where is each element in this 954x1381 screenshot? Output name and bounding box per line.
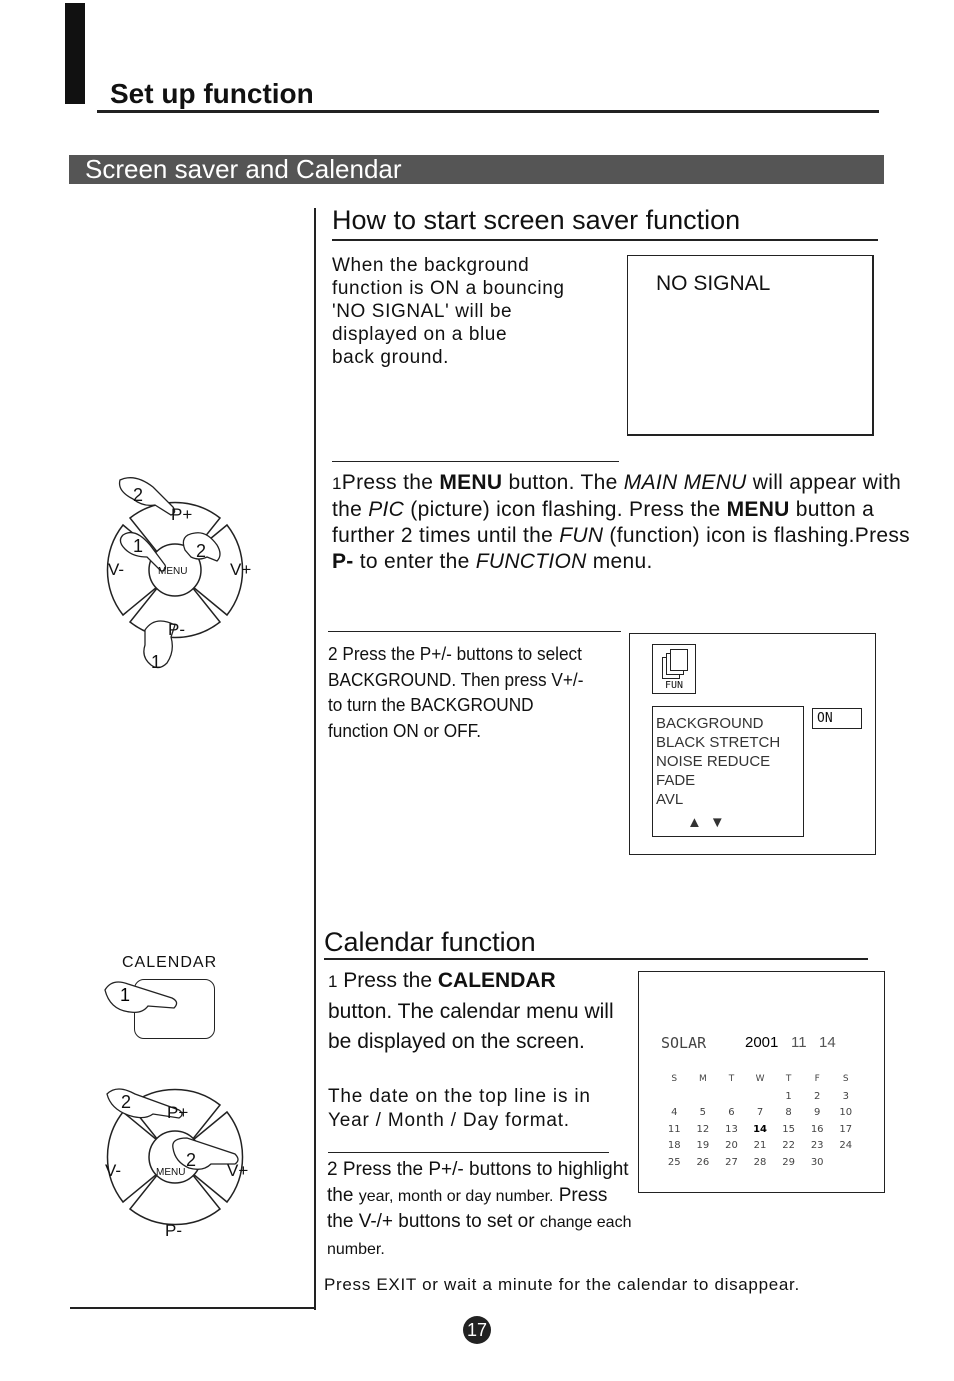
function-menu-list: [652, 706, 804, 837]
p-minus-label: P-: [168, 620, 185, 639]
v-plus-label: V+: [230, 560, 252, 579]
text: button. The: [502, 471, 624, 494]
main-menu-keyword: MAIN MENU: [623, 471, 747, 494]
function-keyword: FUNCTION: [475, 550, 587, 573]
calendar-footer-note: Press EXIT or wait a minute for the calendar to disappear.: [324, 1275, 800, 1294]
text: change each number.: [327, 1214, 632, 1258]
calendar-week-row: [660, 1140, 860, 1157]
no-signal-text: NO SIGNAL: [656, 272, 771, 295]
weekday-header: S: [671, 1074, 678, 1084]
menu-label: MENU: [156, 1167, 186, 1178]
desc-line: back ground.: [332, 347, 450, 368]
callout-number: 1: [151, 652, 162, 672]
calendar-date: 1: [785, 1090, 792, 1102]
calendar-date: 25: [667, 1156, 681, 1168]
step2-rule: [328, 631, 621, 632]
step-number: 1: [332, 474, 342, 493]
calendar-date: [689, 1091, 718, 1108]
step-number: 1: [328, 972, 338, 991]
pages-icon-back2: [670, 649, 688, 671]
screensaver-heading: How to start screen saver function: [332, 205, 741, 235]
calendar-date: [746, 1091, 775, 1108]
desc-line: 'NO SIGNAL' will be: [332, 301, 513, 322]
up-arrow-icon[interactable]: ▲: [687, 814, 710, 831]
text: Press the V-/+ buttons to set or: [327, 1184, 608, 1232]
callout-number: 1: [133, 536, 144, 556]
calendar-date-today: 14: [753, 1123, 767, 1135]
column-divider: [314, 208, 316, 1310]
page-number: 17: [463, 1316, 491, 1344]
no-signal-screen: [627, 255, 874, 436]
menu-item-black-stretch[interactable]: BLACK STRETCH: [656, 734, 781, 751]
calendar-date: 21: [753, 1140, 767, 1151]
calendar-date: [660, 1091, 689, 1108]
calendar-date: 6: [728, 1107, 735, 1118]
bottom-left-rule: [70, 1307, 316, 1309]
p-minus-keyword: P-: [332, 550, 354, 573]
weekday-header: F: [814, 1074, 820, 1084]
calendar-year[interactable]: 2001: [745, 1034, 779, 1051]
background-value-field[interactable]: ON: [812, 708, 862, 729]
calendar-week-row: [660, 1124, 860, 1141]
header-marker-bar: [65, 3, 85, 104]
desc-line: When the background: [332, 255, 530, 276]
calendar-date: 12: [696, 1123, 710, 1135]
weekday-header: S: [842, 1074, 849, 1084]
fun-icon: [652, 644, 696, 694]
calendar-date: 29: [782, 1156, 795, 1168]
remote-control-diagram-1: [95, 465, 265, 700]
screensaver-heading-rule: [332, 239, 878, 241]
text: Press the: [341, 471, 440, 494]
calendar-date: 30: [810, 1156, 824, 1168]
text: button a further 2 times until the: [332, 498, 875, 547]
fun-keyword: FUN: [559, 524, 604, 547]
step1-rule: [332, 461, 619, 462]
calendar-date: [717, 1091, 746, 1108]
calendar-date: 24: [839, 1140, 853, 1151]
screensaver-step2: 2 Press the P+/- buttons to select BACKGROUND. Then press V+/- to turn the BACKGROUND function ON or OFF.: [328, 643, 584, 741]
calendar-date: 3: [842, 1090, 849, 1102]
calendar-date: 15: [782, 1123, 795, 1135]
callout-number: 2: [186, 1150, 197, 1170]
pointing-hand-icon: [105, 982, 177, 1012]
title-underline: [97, 110, 879, 113]
weekday-header: W: [755, 1074, 765, 1084]
remote-control-diagram-2: [95, 1080, 265, 1255]
callout-number: 2: [121, 1092, 132, 1112]
down-arrow-icon[interactable]: ▼: [709, 814, 733, 831]
calendar-date: 2: [813, 1090, 821, 1102]
calendar-date: 8: [785, 1107, 792, 1118]
calendar-date: 7: [756, 1107, 764, 1118]
text: to enter the: [353, 550, 476, 573]
text: (function) icon is flashing.Press: [603, 524, 910, 547]
section-title-bar: Screen saver and Calendar: [69, 155, 884, 184]
screensaver-step1: [332, 470, 927, 575]
calendar-keyword: CALENDAR: [437, 969, 556, 992]
weekday-header: T: [728, 1074, 735, 1084]
calendar-week-row: [660, 1107, 860, 1124]
calendar-week-row: [660, 1157, 860, 1174]
calendar-date: 27: [725, 1156, 738, 1168]
callout-number: 1: [120, 985, 131, 1005]
function-menu-screen: [629, 633, 876, 855]
calendar-grid: [660, 1074, 860, 1173]
fun-icon-label: FUN: [664, 680, 684, 691]
calendar-date: 22: [782, 1140, 795, 1151]
text: menu.: [586, 550, 653, 573]
p-plus-label: P+: [167, 1103, 189, 1122]
calendar-step1: [328, 966, 618, 1057]
calendar-date: 18: [667, 1140, 681, 1151]
weekday-header: M: [698, 1074, 707, 1084]
calendar-date: 13: [725, 1123, 738, 1135]
menu-item-background[interactable]: BACKGROUND: [656, 715, 764, 732]
calendar-date: 23: [810, 1140, 824, 1151]
calendar-step2-rule: [328, 1152, 609, 1153]
p-minus-label: P-: [165, 1221, 182, 1240]
calendar-date: 11: [667, 1123, 681, 1135]
calendar-date: [831, 1157, 860, 1174]
callout-number: 2: [196, 541, 207, 561]
calendar-step2: [327, 1157, 637, 1262]
scroll-arrows: [687, 813, 733, 832]
text: (picture) icon flashing. Press the: [404, 498, 727, 521]
weekday-header: T: [785, 1074, 792, 1084]
calendar-month[interactable]: 11: [791, 1034, 807, 1051]
calendar-date: 20: [725, 1140, 738, 1151]
calendar-heading: Calendar function: [324, 927, 536, 957]
calendar-date: 16: [810, 1123, 824, 1135]
v-plus-label: V+: [227, 1161, 249, 1180]
calendar-date: 19: [696, 1140, 710, 1151]
menu-item-noise-reduce[interactable]: NOISE REDUCE: [656, 753, 771, 770]
calendar-heading-rule: [324, 958, 868, 960]
calendar-date: 5: [699, 1107, 707, 1118]
text: 2 Press the P+/- buttons to highlight the: [327, 1159, 629, 1206]
calendar-date: 10: [839, 1107, 853, 1118]
calendar-date: 28: [753, 1156, 767, 1168]
menu-item-fade[interactable]: FADE: [656, 772, 696, 789]
calendar-week-row: [660, 1091, 860, 1108]
calendar-day[interactable]: 14: [819, 1034, 836, 1051]
calendar-mode: SOLAR: [661, 1034, 707, 1052]
callout-number: 2: [133, 485, 144, 505]
desc-line: function is ON a bouncing: [332, 278, 565, 299]
text: Press the: [337, 969, 438, 992]
calendar-date: 26: [696, 1156, 710, 1168]
menu-keyword: MENU: [439, 471, 503, 494]
screensaver-description: [332, 254, 612, 369]
menu-keyword: MENU: [726, 498, 790, 521]
menu-label: MENU: [158, 566, 188, 577]
menu-item-avl[interactable]: AVL: [656, 791, 684, 808]
weekday-header-row: [660, 1074, 860, 1091]
calendar-format-note: The date on the top line is in Year / Month / Day format.: [328, 1086, 591, 1131]
p-plus-label: P+: [171, 505, 193, 524]
v-minus-label: V-: [105, 1161, 122, 1180]
text: year, month or day number.: [358, 1187, 554, 1205]
calendar-button-label: CALENDAR: [122, 954, 218, 971]
v-minus-label: V-: [108, 560, 125, 579]
calendar-date: 4: [671, 1107, 678, 1118]
calendar-hand-diagram: [100, 972, 200, 1032]
calendar-date: 9: [813, 1107, 821, 1118]
text: button. The calendar menu will be displayed on the screen.: [328, 1000, 614, 1053]
page-title: Set up function: [110, 78, 314, 109]
pic-keyword: PIC: [368, 498, 405, 521]
calendar-date: 17: [839, 1123, 853, 1135]
text: will appear with the: [332, 471, 902, 521]
desc-line: displayed on a blue: [332, 324, 508, 345]
